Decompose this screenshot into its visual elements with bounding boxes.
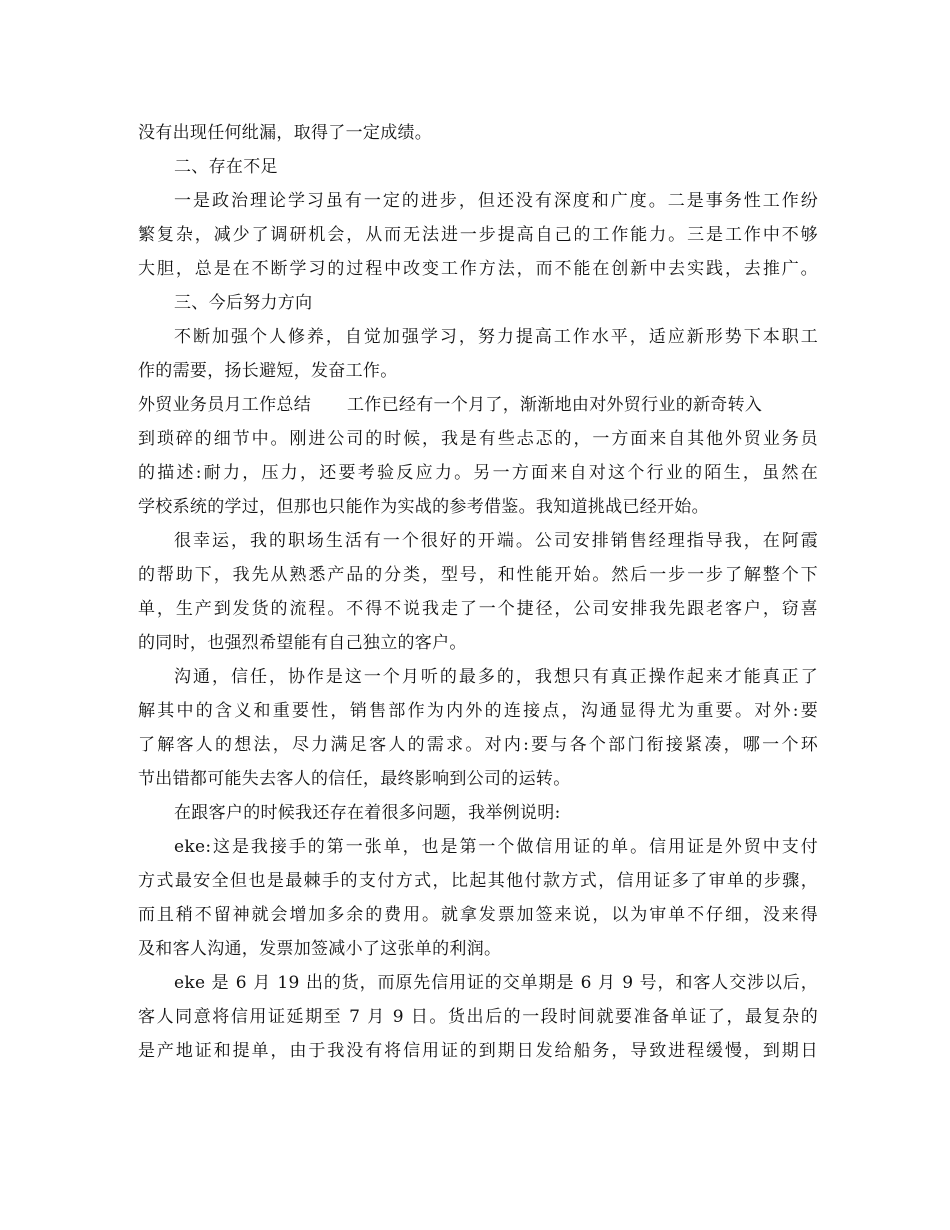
text-line: 客人同意将信用证延期至 7 月 9 日。货出后的一段时间就要准备单证了，最复杂的	[138, 1007, 818, 1027]
text-line: 作的需要，扬长避短，发奋工作。	[138, 361, 398, 381]
document-body	[138, 116, 818, 1068]
text-line: 了解客人的想法，尽力满足客人的需求。对内:要与各个部门衔接紧凑，哪一个环	[138, 735, 818, 755]
section-heading: 三、今后努力方向	[174, 293, 313, 313]
text-line: 是产地证和提单，由于我没有将信用证的到期日发给船务，导致进程缓慢，到期日	[138, 1041, 818, 1061]
text-line: eke:这是我接手的第一张单，也是第一个做信用证的单。信用证是外贸中支付	[174, 837, 818, 857]
text-line: 而且稍不留神就会增加多余的费用。就拿发票加签来说，以为审单不仔细，没来得	[138, 905, 818, 925]
text-line: eke 是 6 月 19 出的货，而原先信用证的交单期是 6 月 9 号，和客人交涉以后，	[174, 973, 818, 993]
text-line: 的帮助下，我先从熟悉产品的分类，型号，和性能开始。然后一步一步了解整个下	[138, 565, 818, 585]
text-line: 单，生产到发货的流程。不得不说我走了一个捷径，公司安排我先跟老客户，窃喜	[138, 599, 818, 619]
text-line: 在跟客户的时候我还存在着很多问题，我举例说明:	[174, 803, 561, 823]
article-title: 外贸业务员月工作总结	[138, 395, 311, 415]
text-line: 解其中的含义和重要性，销售部作为内外的连接点，沟通显得尤为重要。对外:要	[138, 701, 818, 721]
text-line	[138, 388, 818, 422]
text-line: 的同时，也强烈希望能有自己独立的客户。	[138, 633, 467, 653]
section-heading: 二、存在不足	[174, 157, 278, 177]
text-line: 到琐碎的细节中。刚进公司的时候，我是有些忐忑的，一方面来自其他外贸业务员	[138, 429, 818, 449]
text-line: 没有出现任何纰漏，取得了一定成绩。	[138, 123, 433, 143]
text-line: 学校系统的学过，但那也只能作为实战的参考借鉴。我知道挑战已经开始。	[138, 497, 709, 517]
text-line: 很幸运，我的职场生活有一个很好的开端。公司安排销售经理指导我，在阿霞	[174, 531, 818, 551]
text-line: 节出错都可能失去客人的信任，最终影响到公司的运转。	[138, 769, 571, 789]
text-line: 繁复杂，减少了调研机会，从而无法进一步提高自己的工作能力。三是工作中不够	[138, 225, 818, 245]
text-line: 沟通，信任，协作是这一个月听的最多的，我想只有真正操作起来才能真正了	[174, 667, 818, 687]
text-line: 方式最安全但也是最棘手的支付方式，比起其他付款方式，信用证多了审单的步骤，	[138, 871, 818, 891]
text-line: 及和客人沟通，发票加签减小了这张单的利润。	[138, 939, 502, 959]
article-first-sentence: 工作已经有一个月了，渐渐地由对外贸行业的新奇转入	[347, 395, 763, 415]
text-line: 不断加强个人修养，自觉加强学习，努力提高工作水平，适应新形势下本职工	[174, 327, 818, 347]
text-line: 的描述:耐力，压力，还要考验反应力。另一方面来自对这个行业的陌生，虽然在	[138, 463, 818, 483]
text-line: 大胆，总是在不断学习的过程中改变工作方法，而不能在创新中去实践，去推广。	[138, 259, 818, 279]
text-line: 一是政治理论学习虽有一定的进步，但还没有深度和广度。二是事务性工作纷	[174, 191, 818, 211]
